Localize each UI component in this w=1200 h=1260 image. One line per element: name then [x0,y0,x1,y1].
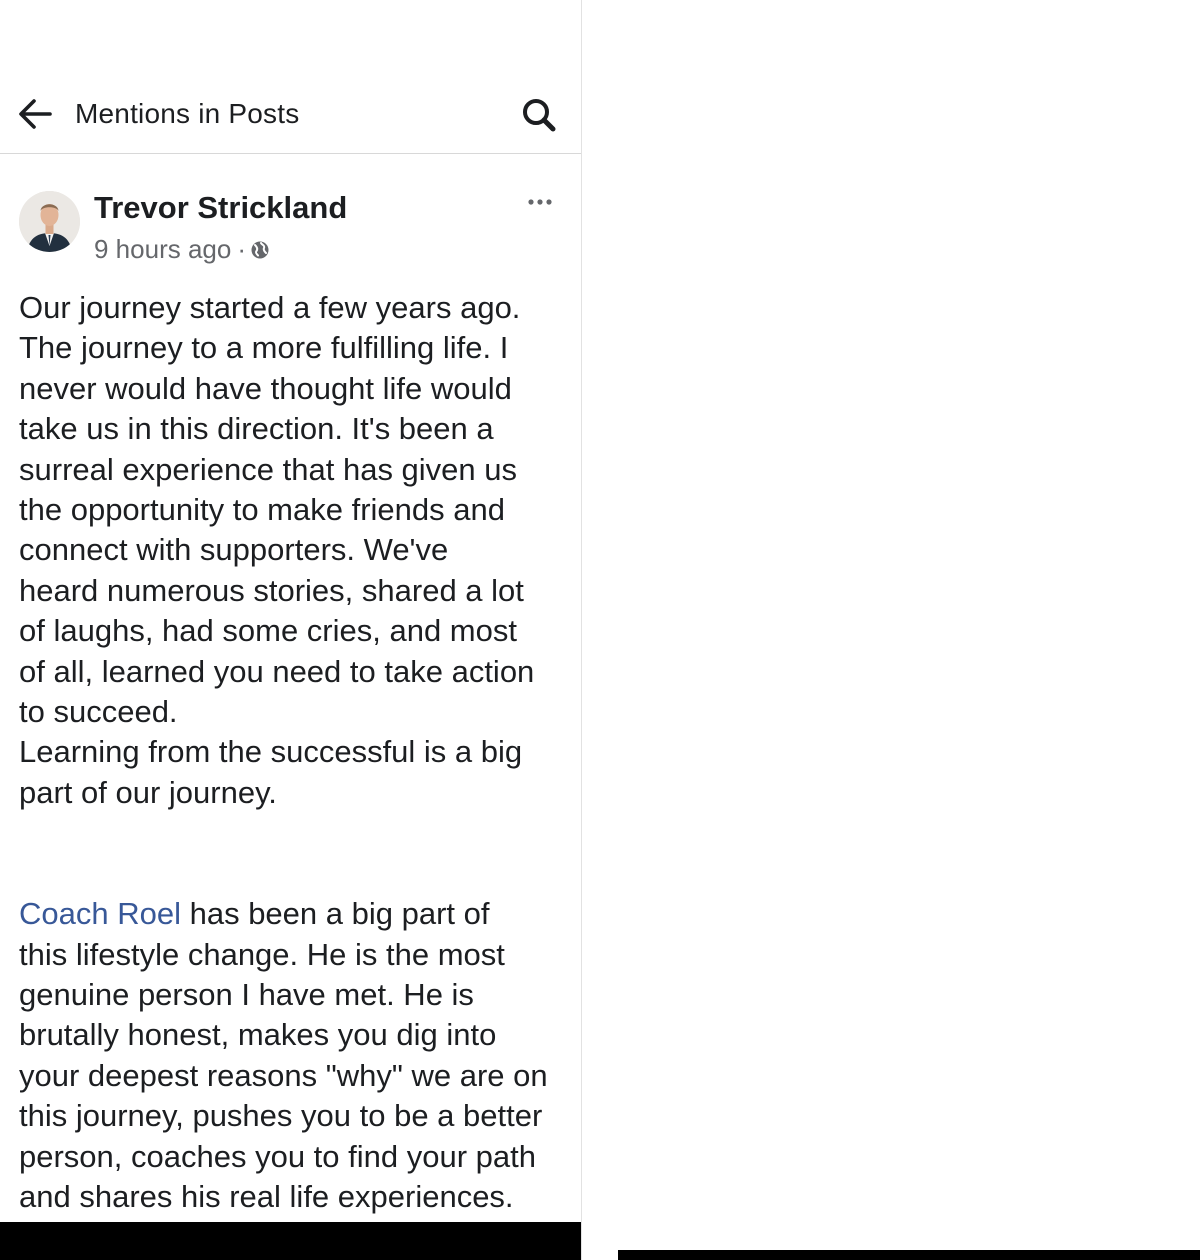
right-bottom-edge-bar [618,1250,1200,1260]
search-button[interactable] [518,94,560,136]
more-options-button[interactable] [524,190,556,214]
meta-separator: · [237,234,246,264]
bottom-edge-bar [0,1222,581,1260]
post-meta [94,234,270,265]
search-icon [518,94,560,136]
post-paragraph-1: Our journey started a few years ago. The journey to a more fulfilling life. I never would have thought life would take us in this direction. It's been a surreal experience that has given us the opportunity to make friends and connect with supporters. We've heard numerous stories, shared a lot of laughs, had some cries, and most of all, learned you need to take action to succeed. Learning from the successful is a big part of our journey. [19,290,535,810]
app-header [0,70,581,154]
post-timestamp[interactable]: 9 hours ago [94,234,232,264]
profile-photo-icon [19,191,80,252]
post-author[interactable]: Trevor Strickland [94,190,348,225]
arrow-left-icon [14,94,60,134]
avatar[interactable] [19,191,80,252]
mentions-panel [0,0,582,1260]
post-text [19,288,574,1217]
page-title: Mentions in Posts [75,98,300,129]
globe-icon [250,240,270,260]
post-paragraph-2: has been a big part of this lifestyle change. He is the most genuine person I have met. He is brutally honest, makes you dig into your deepest reasons "why" we are on this journey, pushes you to be a better person, coaches you to find your path and shares his real life experiences. [19,896,548,1214]
back-button[interactable] [14,94,60,134]
mention-link[interactable]: Coach Roel [19,896,181,932]
more-horizontal-icon [524,190,556,214]
